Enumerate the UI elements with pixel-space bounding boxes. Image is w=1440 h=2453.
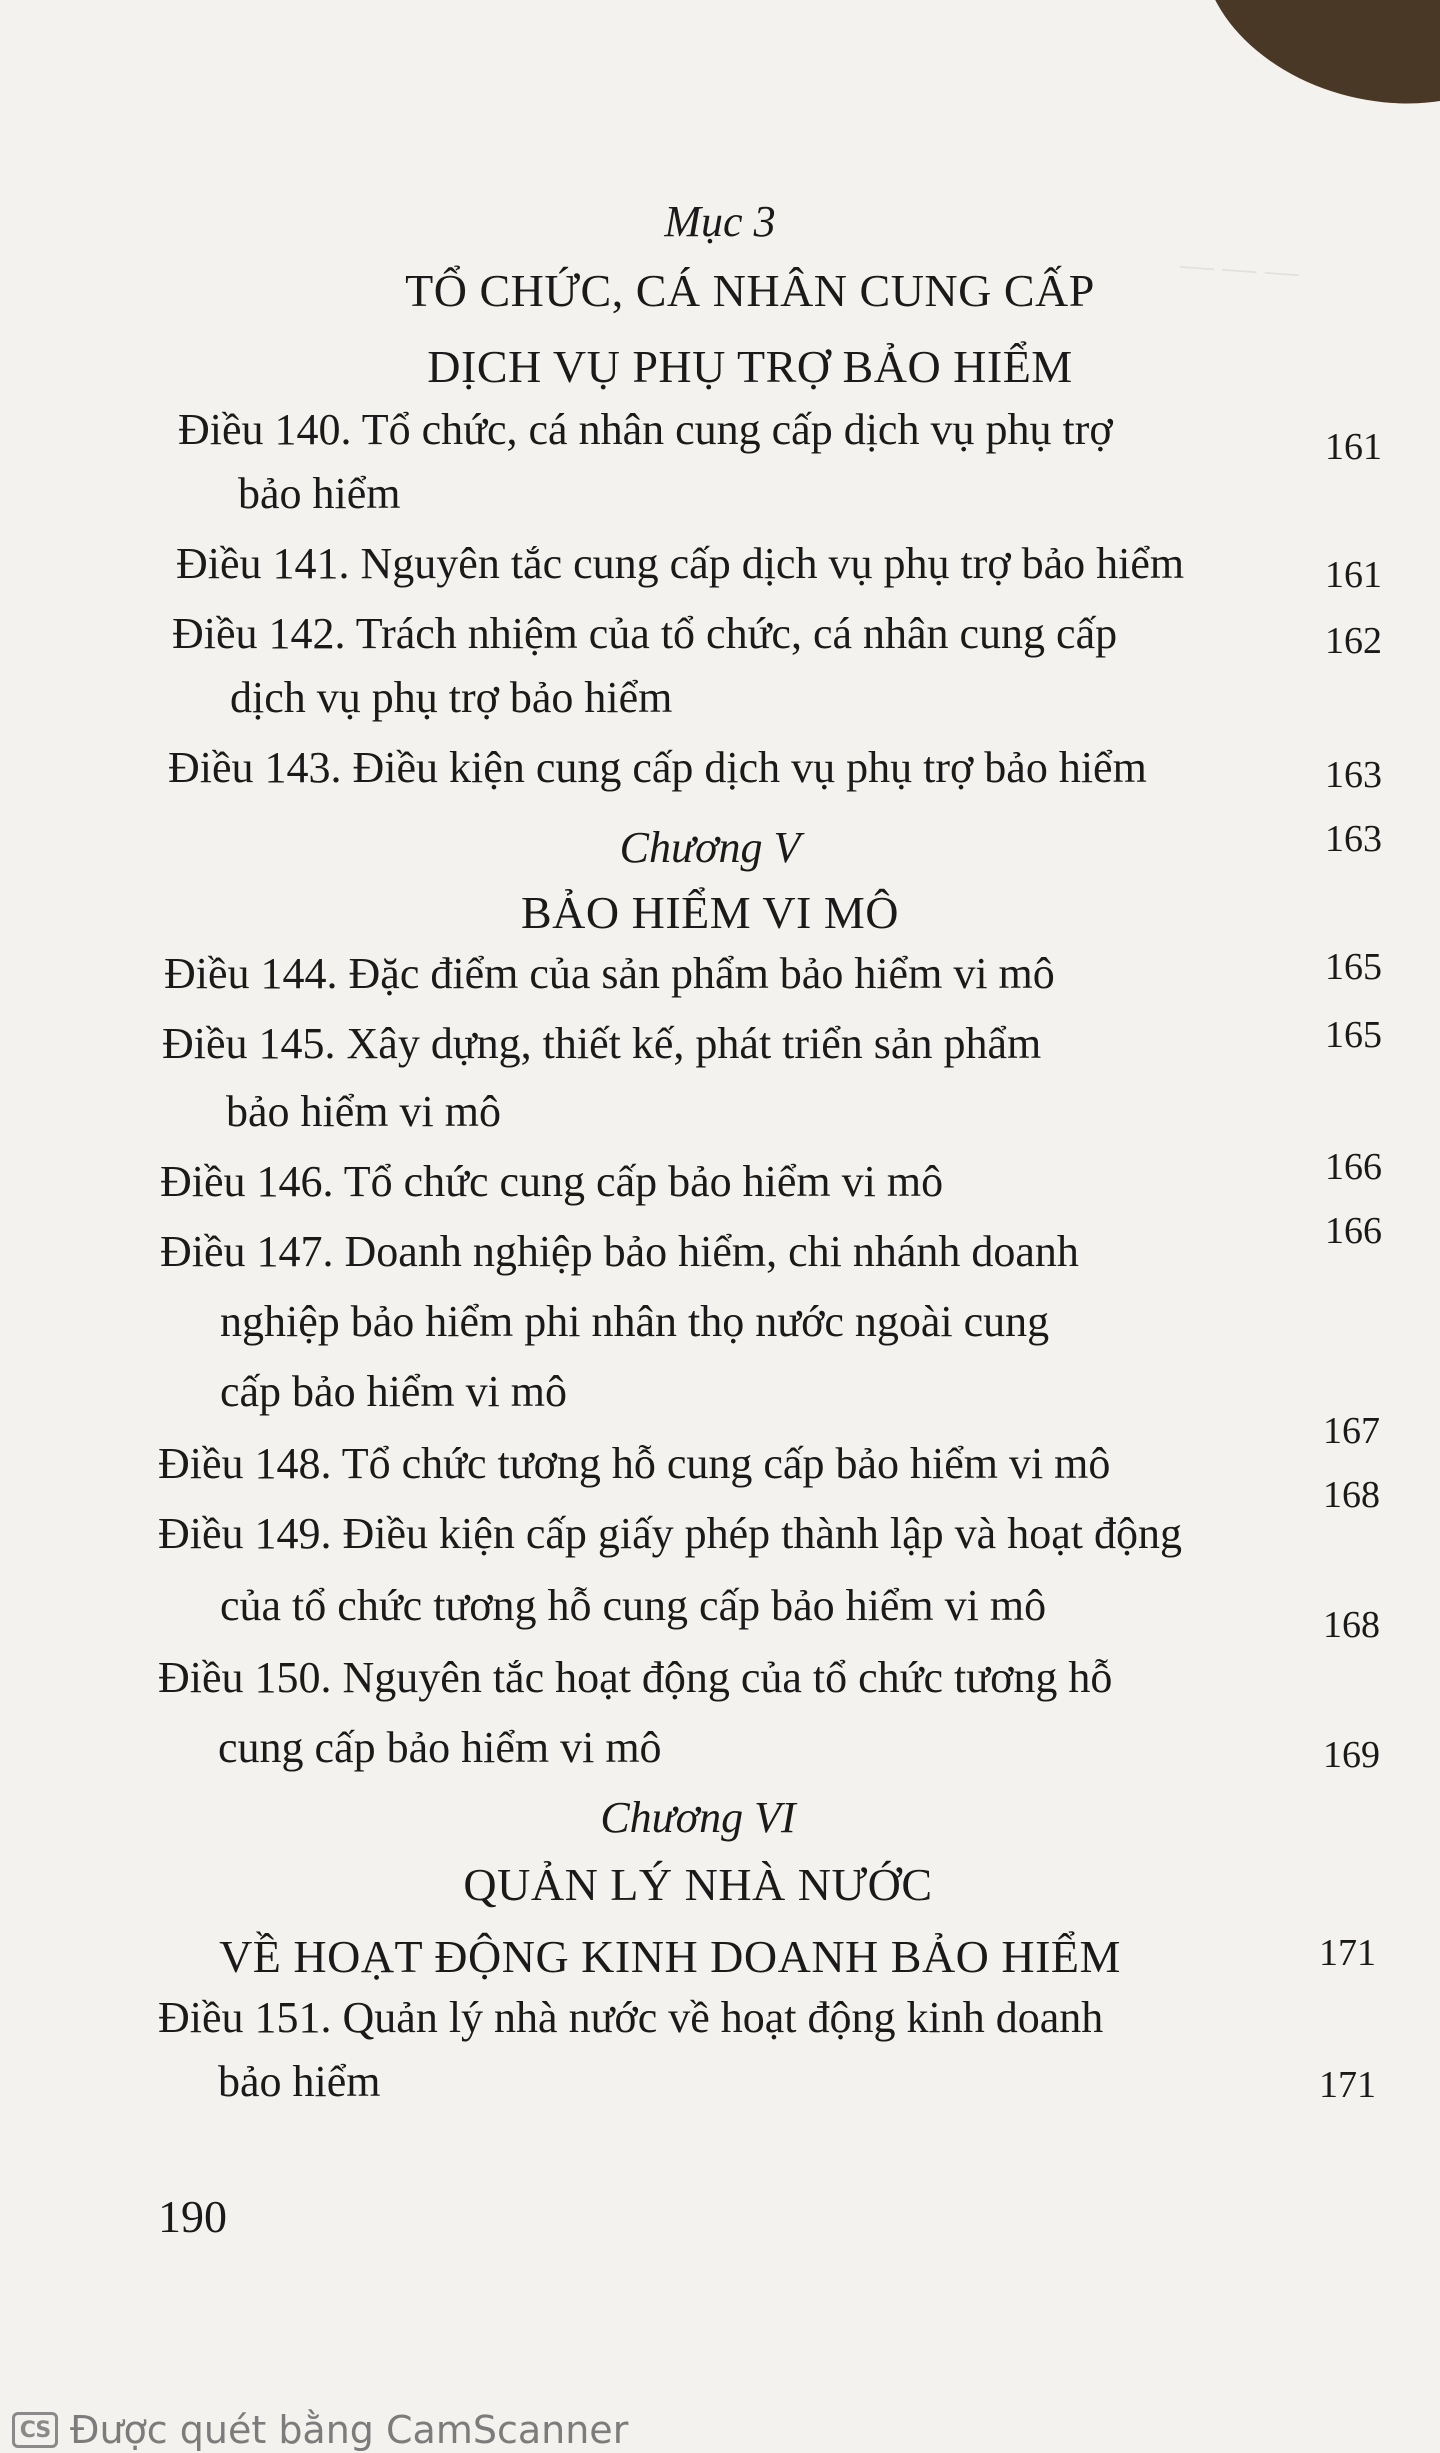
entry-page: 168 [1323, 1474, 1380, 1516]
chapter-label: Chương V [619, 823, 801, 872]
entry-page: 165 [1325, 1014, 1382, 1056]
entry-title: Điều 148. Tổ chức tương hỗ cung cấp bảo hiểm vi mô [158, 1439, 1111, 1488]
section-title-line2: DỊCH VỤ PHỤ TRỢ BẢO HIỂM [427, 341, 1073, 392]
entry-title: Điều 140. Tổ chức, cá nhân cung cấp dịch vụ phụ trợ [178, 405, 1113, 454]
watermark-text: Được quét bằng CamScanner [70, 2408, 629, 2452]
chapter-title-line2: VỀ HOẠT ĐỘNG KINH DOANH BẢO HIỂM [219, 1931, 1121, 1982]
entry-title-cont: cung cấp bảo hiểm vi mô [218, 1723, 662, 1772]
entry-title: Điều 151. Quản lý nhà nước về hoạt động kinh doanh [158, 1993, 1104, 2042]
entry-page: 161 [1325, 554, 1382, 596]
entry-title: Điều 142. Trách nhiệm của tổ chức, cá nhân cung cấp [172, 609, 1118, 658]
bleed-through: — — — [1178, 245, 1301, 292]
entry-page: 162 [1325, 620, 1382, 662]
entry-page: 171 [1319, 2064, 1376, 2106]
entry-page: 166 [1325, 1146, 1382, 1188]
camscanner-logo-icon: CS [12, 2412, 58, 2448]
entry-title: Điều 149. Điều kiện cấp giấy phép thành lập và hoạt động [158, 1509, 1182, 1558]
chapter-title: BẢO HIỂM VI MÔ [521, 887, 899, 938]
entry-title-cont: dịch vụ phụ trợ bảo hiểm [230, 673, 673, 722]
entry-title: Điều 150. Nguyên tắc hoạt động của tổ chức tương hỗ [158, 1653, 1113, 1702]
entry-title-cont: cấp bảo hiểm vi mô [220, 1367, 568, 1416]
entry-page: 169 [1323, 1734, 1380, 1776]
entry-page: 165 [1325, 946, 1382, 988]
entry-title: Điều 144. Đặc điểm của sản phẩm bảo hiểm vi mô [164, 949, 1055, 998]
entry-title: Điều 141. Nguyên tắc cung cấp dịch vụ phụ trợ bảo hiểm [176, 539, 1185, 588]
entry-page-repeat: 168 [1323, 1604, 1380, 1646]
entry-title-cont: của tổ chức tương hỗ cung cấp bảo hiểm vi mô [220, 1581, 1047, 1630]
entry-title-cont: nghiệp bảo hiểm phi nhân thọ nước ngoài cung [220, 1297, 1050, 1346]
page-number: 190 [158, 2191, 227, 2242]
entry-title: Điều 143. Điều kiện cung cấp dịch vụ phụ trợ bảo hiểm [168, 743, 1147, 792]
section-title-line1: TỔ CHỨC, CÁ NHÂN CUNG CẤP [405, 265, 1095, 316]
entry-title: Điều 147. Doanh nghiệp bảo hiểm, chi nhánh doanh [160, 1227, 1079, 1276]
entry-title: Điều 145. Xây dựng, thiết kế, phát triển sản phẩm [162, 1019, 1042, 1068]
camscanner-watermark [12, 2408, 629, 2452]
entry-title-cont: bảo hiểm vi mô [226, 1087, 501, 1136]
entry-title: Điều 146. Tổ chức cung cấp bảo hiểm vi mô [160, 1157, 944, 1206]
section-label: Mục 3 [664, 197, 776, 246]
entry-page: 161 [1325, 426, 1382, 468]
chapter-page: 171 [1319, 1932, 1376, 1974]
chapter-title-line1: QUẢN LÝ NHÀ NƯỚC [463, 1859, 933, 1910]
chapter-label: Chương VI [600, 1793, 796, 1842]
entry-title-cont: bảo hiểm [218, 2057, 381, 2106]
entry-page: 166 [1325, 1210, 1382, 1252]
entry-page: 167 [1323, 1410, 1380, 1452]
chapter-page: 163 [1325, 818, 1382, 860]
entry-page: 163 [1325, 754, 1382, 796]
entry-title-cont: bảo hiểm [238, 469, 401, 518]
